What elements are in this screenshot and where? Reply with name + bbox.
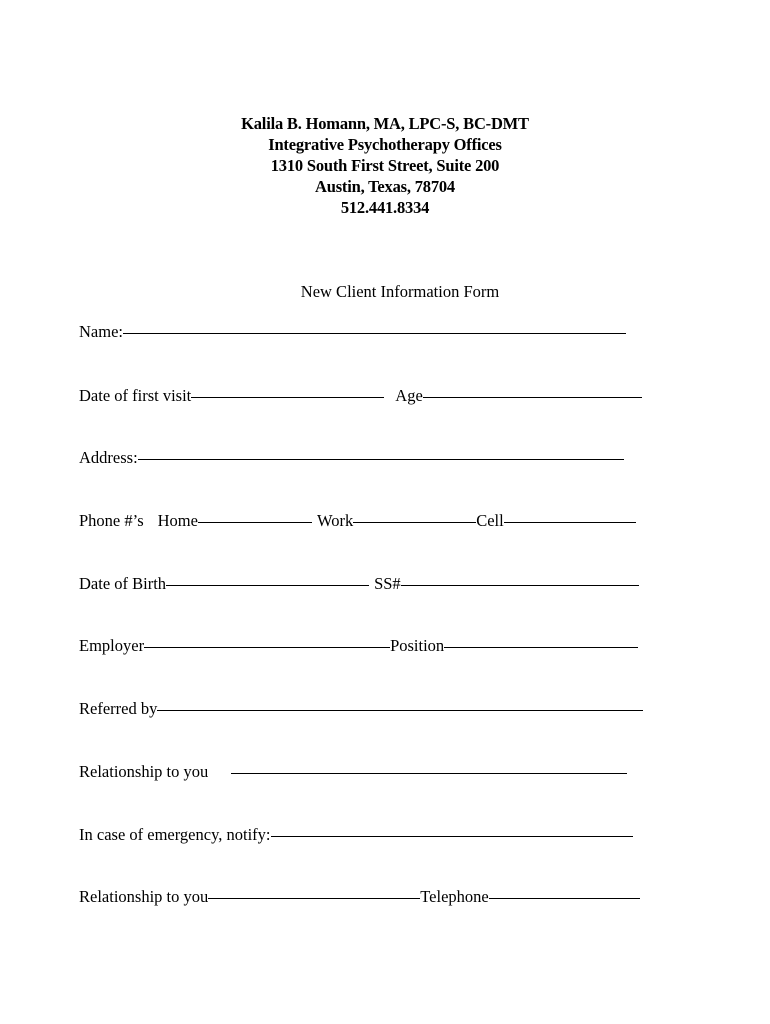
first-visit-label: Date of first visit — [79, 386, 192, 405]
emergency-relationship-row — [79, 887, 640, 909]
name-field[interactable] — [123, 332, 626, 334]
relationship-field[interactable] — [231, 772, 627, 774]
referred-label: Referred by — [79, 699, 158, 718]
name-label: Name: — [79, 322, 123, 341]
phone-cell-field[interactable] — [504, 521, 636, 523]
telephone-label: Telephone — [420, 887, 489, 906]
phone-label: Phone #’s — [79, 511, 144, 530]
office-name: Integrative Psychotherapy Offices — [268, 135, 502, 154]
dob-row — [79, 574, 639, 596]
age-field[interactable] — [423, 396, 642, 398]
name-row — [79, 322, 626, 344]
office-phone: 512.441.8334 — [340, 198, 430, 217]
position-label: Position — [390, 636, 445, 655]
dob-label: Date of Birth — [79, 574, 167, 593]
relationship-label: Relationship to you — [79, 762, 209, 781]
referred-field[interactable] — [157, 709, 643, 711]
phone-home-field[interactable] — [198, 521, 312, 523]
phone-row — [79, 511, 636, 533]
position-field[interactable] — [444, 646, 638, 648]
phone-home-label: Home — [157, 511, 198, 530]
relationship-row — [79, 762, 627, 784]
letterhead — [0, 113, 770, 218]
first-visit-row — [79, 386, 642, 408]
employer-field[interactable] — [144, 646, 390, 648]
referred-row — [79, 699, 643, 721]
phone-work-field[interactable] — [353, 521, 476, 523]
form-title: New Client Information Form — [300, 282, 500, 301]
ssn-label: SS# — [374, 574, 401, 593]
age-label: Age — [395, 386, 423, 405]
address-row — [79, 448, 624, 470]
address-field[interactable] — [138, 458, 624, 460]
city-state-zip: Austin, Texas, 78704 — [315, 177, 455, 196]
employer-row — [79, 636, 638, 658]
address-label: Address: — [79, 448, 138, 467]
street-address: 1310 South First Street, Suite 200 — [270, 156, 500, 175]
employer-label: Employer — [79, 636, 145, 655]
emergency-label: In case of emergency, notify: — [79, 825, 271, 844]
telephone-field[interactable] — [489, 897, 640, 899]
emergency-row — [79, 825, 633, 847]
phone-cell-label: Cell — [476, 511, 504, 530]
phone-work-label: Work — [316, 511, 354, 530]
emergency-relationship-label: Relationship to you — [79, 887, 209, 906]
dob-field[interactable] — [166, 584, 369, 586]
emergency-relationship-field[interactable] — [208, 897, 420, 899]
ssn-field[interactable] — [401, 584, 639, 586]
first-visit-field[interactable] — [191, 396, 384, 398]
emergency-field[interactable] — [271, 835, 633, 837]
practitioner-name: Kalila B. Homann, MA, LPC-S, BC-DMT — [241, 114, 529, 133]
